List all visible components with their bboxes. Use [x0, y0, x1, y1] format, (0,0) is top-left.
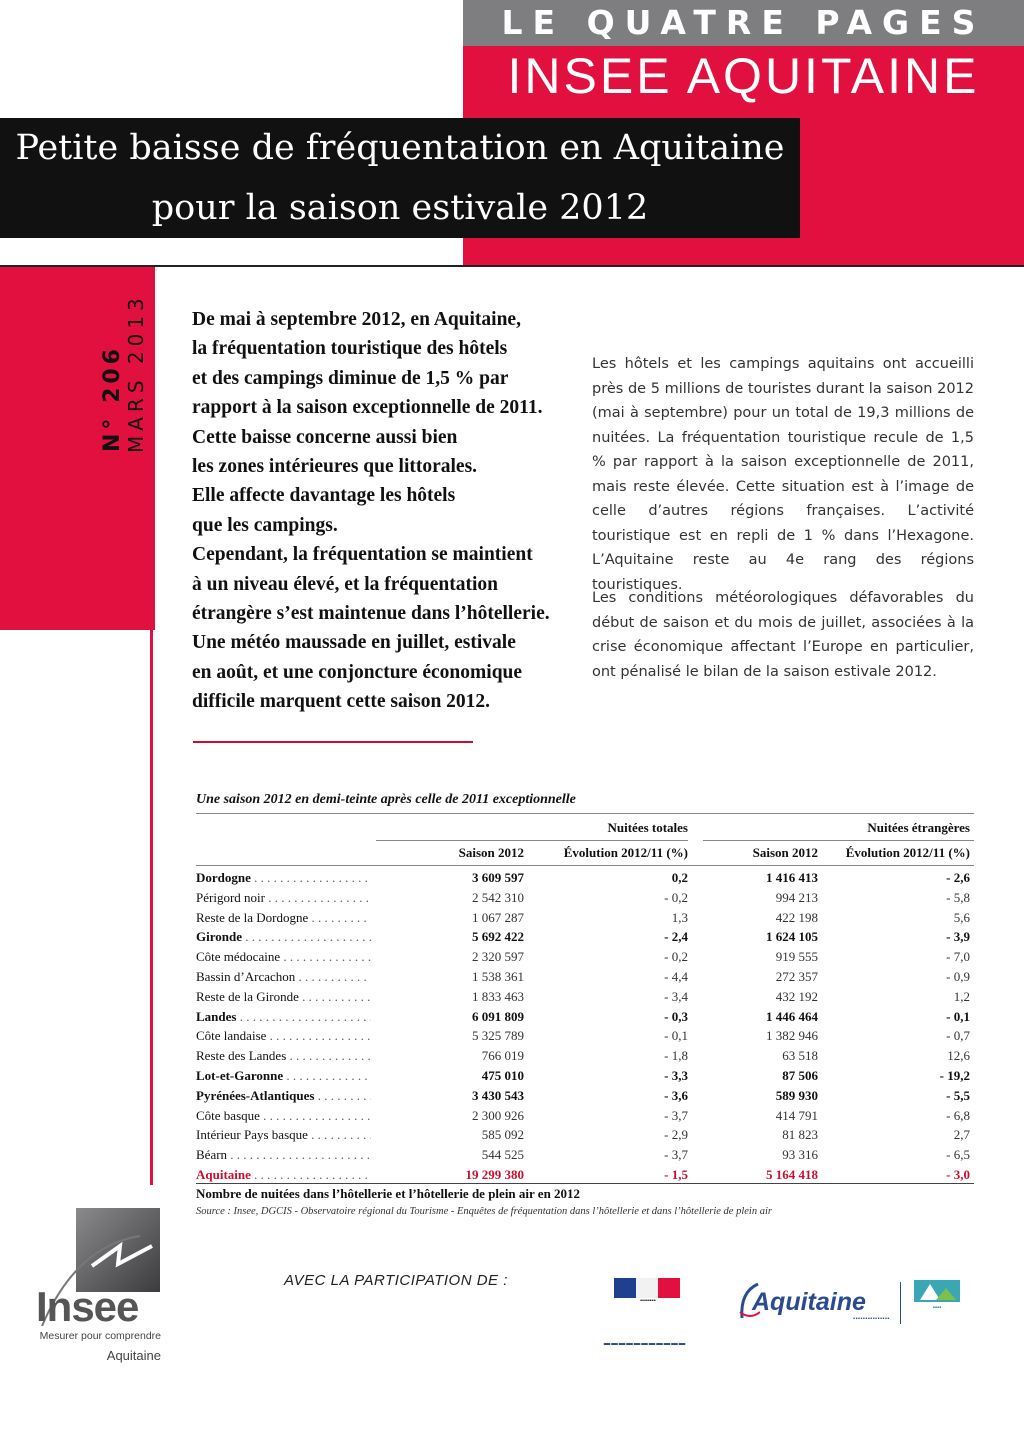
lead-line: et des campings diminue de 1,5 % par: [192, 367, 509, 389]
lead-line: Cette baisse concerne aussi bien: [192, 426, 458, 448]
cell-total-evolution: 1,3: [671, 910, 688, 925]
table-row-label: Reste des Landes . . .: [196, 1048, 371, 1064]
cell-foreign-evolution: - 3,9: [946, 929, 970, 944]
cell-foreign-evolution: - 0,1: [946, 1009, 970, 1024]
table-title: Une saison 2012 en demi-teinte après celle de 2011 exceptionnelle: [196, 792, 576, 807]
table-group-rule: [703, 840, 974, 841]
table-row-label: Aquitaine . . .: [196, 1167, 371, 1183]
table-source: Source : Insee, DGCIS - Observatoire régional du Tourisme - Enquêtes de fréquentation dans l’hôtellerie et dans l’hôtellerie de plein air: [196, 1206, 772, 1217]
cell-foreign-evolution: - 6,8: [946, 1108, 970, 1123]
cell-total-evolution: - 3,3: [664, 1068, 688, 1083]
table-bottom-rule: [196, 1183, 974, 1184]
insee-tagline: Mesurer pour comprendre: [39, 1330, 161, 1342]
region-aquitaine-logo: [912, 1280, 962, 1304]
cell-total-season: 1 067 287: [472, 910, 524, 925]
lead-line: étrangère s’est maintenue dans l’hôtellerie.: [192, 603, 550, 625]
cell-total-season: 766 019: [481, 1048, 524, 1063]
cell-foreign-season: 432 192: [775, 989, 818, 1004]
table-caption: Nombre de nuitées dans l’hôtellerie et l’hôtellerie de plein air en 2012: [196, 1186, 581, 1201]
lead-line: Elle affecte davantage les hôtels: [192, 485, 456, 507]
cell-total-season: 585 092: [481, 1127, 524, 1142]
region-aquitaine-text: ▪▪▪▪: [932, 1305, 942, 1311]
sidebar-red-line: [150, 630, 153, 1185]
cell-total-season: 3 430 543: [472, 1088, 524, 1103]
cell-foreign-evolution: - 7,0: [946, 949, 970, 964]
table-header-season: Saison 2012: [752, 845, 818, 860]
cell-total-season: 1 538 361: [472, 969, 524, 984]
cell-foreign-season: 272 357: [775, 969, 818, 984]
logo-separator: [900, 1282, 901, 1324]
cell-total-evolution: - 4,4: [664, 969, 688, 984]
cell-total-season: 19 299 380: [465, 1167, 524, 1182]
table-row-label: Côte médocaine . . .: [196, 949, 371, 965]
cell-foreign-season: 1 624 105: [766, 929, 818, 944]
cell-foreign-evolution: 5,6: [953, 910, 970, 925]
table-header-evolution: Évolution 2012/11 (%): [845, 845, 970, 860]
cell-foreign-evolution: - 3,0: [946, 1167, 970, 1182]
table-row-label: Intérieur Pays basque . . .: [196, 1127, 371, 1143]
cell-foreign-season: 589 930: [775, 1088, 818, 1103]
table-row-label: Dordogne . . .: [196, 870, 371, 886]
cell-foreign-season: 994 213: [775, 890, 818, 905]
cell-foreign-season: 63 518: [782, 1048, 818, 1063]
issue-date-text: MARS 2013: [124, 293, 148, 453]
cell-foreign-evolution: - 5,8: [946, 890, 970, 905]
page-title-line1: Petite baisse de fréquentation en Aquitaine: [15, 128, 785, 168]
lead-line: la fréquentation touristique des hôtels: [192, 338, 508, 360]
lead-line: à un niveau élevé, et la fréquentation: [192, 573, 499, 595]
table-row-label: Reste de la Gironde . . .: [196, 989, 371, 1005]
table-row-label: Bassin d’Arcachon . . .: [196, 969, 371, 985]
table-group-header-total: Nuitées totales: [607, 820, 688, 835]
cell-total-season: 1 833 463: [472, 989, 524, 1004]
cell-total-season: 475 010: [481, 1068, 524, 1083]
cell-foreign-evolution: 1,2: [953, 989, 970, 1004]
aquitaine-logo: Aquitaine: [752, 1288, 866, 1316]
table-row-label: Côte landaise . . .: [196, 1028, 371, 1044]
publication-brand: INSEE AQUITAINE: [507, 48, 980, 104]
republique-francaise-logo: [614, 1278, 682, 1300]
cell-total-evolution: - 3,4: [664, 989, 688, 1004]
section-divider: [193, 741, 473, 743]
cell-total-evolution: - 1,5: [664, 1167, 688, 1182]
cell-foreign-season: 1 416 413: [766, 870, 818, 885]
body-paragraph-1: Les hôtels et les campings aquitains ont accueilli près de 5 millions de touristes durant la saison 2012 (mai à septembre) pour un total de 19,3 millions de nuitées. La fréquentation touristique recule de 1,5 % par rapport à la saison exceptionnelle de 2011, mais reste élevée. Cette situation est à l’image de celle d’autres régions françaises. L’activité touristique est en repli de 1 % dans l’Hexagone. L’Aquitaine reste au 4e rang des régions touristiques.: [592, 356, 974, 593]
cell-total-season: 5 692 422: [472, 929, 524, 944]
cell-total-season: 544 525: [481, 1147, 524, 1162]
cell-foreign-season: 1 446 464: [766, 1009, 818, 1024]
lead-paragraph: [192, 305, 587, 717]
cell-foreign-evolution: - 2,6: [946, 870, 970, 885]
lead-line: que les campings.: [192, 514, 338, 536]
cell-foreign-season: 414 791: [775, 1108, 818, 1123]
table-row-label: Lot-et-Garonne . . .: [196, 1068, 371, 1084]
body-paragraph-2: Les conditions météorologiques défavorables du début de saison et du mois de juillet, associées à la crise économique affectant l’Europe en particulier, ont pénalisé le bilan de la saison estivale 2012.: [592, 590, 974, 680]
lead-line: les zones intérieures que littorales.: [192, 456, 478, 478]
cell-total-evolution: 0,2: [671, 870, 688, 885]
cell-total-evolution: - 3,6: [664, 1088, 688, 1103]
lead-line: rapport à la saison exceptionnelle de 2011.: [192, 397, 543, 419]
cell-foreign-evolution: 2,7: [953, 1127, 970, 1142]
issue-date: [124, 268, 154, 453]
cell-total-season: 2 300 926: [472, 1108, 524, 1123]
cell-total-season: 2 542 310: [472, 890, 524, 905]
lead-line: en août, et une conjoncture économique: [192, 661, 523, 683]
cell-total-season: 5 325 789: [472, 1028, 524, 1043]
cell-foreign-evolution: - 0,7: [946, 1028, 970, 1043]
page-title-line2: pour la saison estivale 2012: [151, 188, 649, 228]
cell-foreign-evolution: - 5,5: [946, 1088, 970, 1103]
table-row-label: Côte basque . . .: [196, 1108, 371, 1124]
page-title: [0, 118, 800, 238]
partnership-label: AVEC LA PARTICIPATION DE :: [284, 1272, 508, 1289]
table-group-header-foreign: Nuitées étrangères: [867, 820, 970, 835]
cell-foreign-season: 1 382 946: [766, 1028, 818, 1043]
cell-total-evolution: - 1,8: [664, 1048, 688, 1063]
table-header-rule: [196, 865, 974, 866]
table-header-evolution: Évolution 2012/11 (%): [563, 845, 688, 860]
republique-francaise-text: ▪▪▪▪▪▪▪▪: [640, 1298, 656, 1304]
table-row-label: Reste de la Dordogne . . .: [196, 910, 371, 926]
cell-total-evolution: - 3,7: [664, 1108, 688, 1123]
table-group-rule: [376, 840, 688, 841]
issue-number-text: N° 206: [100, 345, 125, 452]
cell-foreign-season: 87 506: [782, 1068, 818, 1083]
cell-total-evolution: - 0,3: [664, 1009, 688, 1024]
cell-foreign-evolution: - 0,9: [946, 969, 970, 984]
cell-total-season: 3 609 597: [472, 870, 524, 885]
cell-foreign-season: 93 316: [782, 1147, 818, 1162]
cell-total-evolution: - 3,7: [664, 1147, 688, 1162]
table-row-label: Gironde . . .: [196, 929, 371, 945]
ministere-logo: ▬▬▬▬▬▬▬▬▬▬▬: [603, 1340, 687, 1347]
cell-total-evolution: - 2,9: [664, 1127, 688, 1142]
cell-total-evolution: - 0,1: [664, 1028, 688, 1043]
table-top-rule: [196, 813, 974, 814]
lead-line: Une météo maussade en juillet, estivale: [192, 632, 516, 654]
cell-total-season: 2 320 597: [472, 949, 524, 964]
table-row-label: Landes . . .: [196, 1009, 371, 1025]
table-header-season: Saison 2012: [458, 845, 524, 860]
lead-line: De mai à septembre 2012, en Aquitaine,: [192, 309, 521, 330]
cell-total-evolution: - 2,4: [664, 929, 688, 944]
lead-line: Cependant, la fréquentation se maintient: [192, 544, 533, 566]
insee-region: Aquitaine: [106, 1348, 161, 1363]
cell-foreign-evolution: - 6,5: [946, 1147, 970, 1162]
table-row-label: Périgord noir . . .: [196, 890, 371, 906]
lead-line: difficile marquent cette saison 2012.: [192, 691, 491, 713]
cell-foreign-evolution: 12,6: [947, 1048, 970, 1063]
insee-wordmark: Insee: [36, 1283, 139, 1330]
cell-total-evolution: - 0,2: [664, 949, 688, 964]
cell-foreign-evolution: - 19,2: [939, 1068, 970, 1083]
table-row-label: Béarn . . .: [196, 1147, 371, 1163]
cell-foreign-season: 81 823: [782, 1127, 818, 1142]
aquitaine-logo-tagline: ▪▪▪▪▪▪▪▪▪▪▪▪▪▪▪: [853, 1316, 890, 1322]
cell-foreign-season: 422 198: [775, 910, 818, 925]
cell-foreign-season: 919 555: [775, 949, 818, 964]
table-row-label: Pyrénées-Atlantiques . . .: [196, 1088, 371, 1104]
cell-foreign-season: 5 164 418: [766, 1167, 818, 1182]
publication-kicker: LE QUATRE PAGES: [501, 3, 986, 42]
cell-total-season: 6 091 809: [472, 1009, 524, 1024]
cell-total-evolution: - 0,2: [664, 890, 688, 905]
